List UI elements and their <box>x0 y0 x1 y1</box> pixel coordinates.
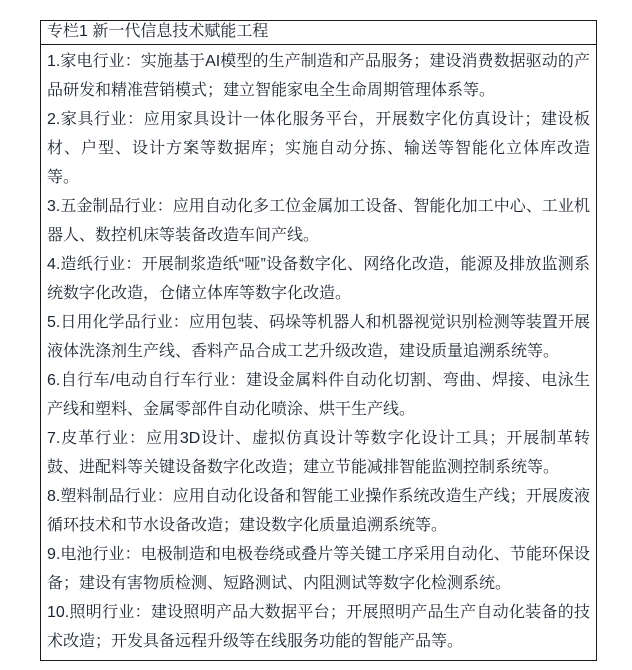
industry-item: 6.自行车/电动自行车行业：建设金属料件自动化切割、弯曲、焊接、电泳生产线和塑料、金属零部件自动化喷涂、烘干生产线。 <box>47 372 590 418</box>
column-box-title: 专栏1 新一代信息技术赋能工程 <box>41 21 596 45</box>
industry-item: 2.家具行业：应用家具设计一体化服务平台，开展数字化仿真设计；建设板材、户型、设计方案等数据库；实施自动分拣、输送等智能化立体库改造等。 <box>47 111 590 186</box>
column-box <box>40 20 597 661</box>
industry-item: 1.家电行业：实施基于AI模型的生产制造和产品服务；建设消费数据驱动的产品研发和精准营销模式；建立智能家电全生命周期管理体系等。 <box>47 53 590 99</box>
industry-item: 8.塑料制品行业：应用自动化设备和智能工业操作系统改造生产线；开展废液循环技术和节水设备改造；建设数字化质量追溯系统等。 <box>47 488 590 534</box>
industry-item: 5.日用化学品行业：应用包装、码垛等机器人和机器视觉识别检测等装置开展液体洗涤剂生产线、香料产品合成工艺升级改造，建设质量追溯系统等。 <box>47 314 590 360</box>
industry-item: 10.照明行业：建设照明产品大数据平台；开展照明产品生产自动化装备的技术改造；开发具备远程升级等在线服务功能的智能产品等。 <box>47 604 590 650</box>
column-box-body <box>41 45 596 660</box>
industry-item: 3.五金制品行业：应用自动化多工位金属加工设备、智能化加工中心、工业机器人、数控机床等装备改造车间产线。 <box>47 198 590 244</box>
industry-item: 9.电池行业：电极制造和电极卷绕或叠片等关键工序采用自动化、节能环保设备；建设有害物质检测、短路测试、内阻测试等数字化检测系统。 <box>47 546 590 592</box>
industry-item: 7.皮革行业：应用3D设计、虚拟仿真设计等数字化设计工具；开展制革转鼓、进配料等关键设备数字化改造；建立节能减排智能监测控制系统等。 <box>47 430 590 476</box>
industry-item: 4.造纸行业：开展制浆造纸“哑”设备数字化、网络化改造，能源及排放监测系统数字化改造，仓储立体库等数字化改造。 <box>47 256 590 302</box>
